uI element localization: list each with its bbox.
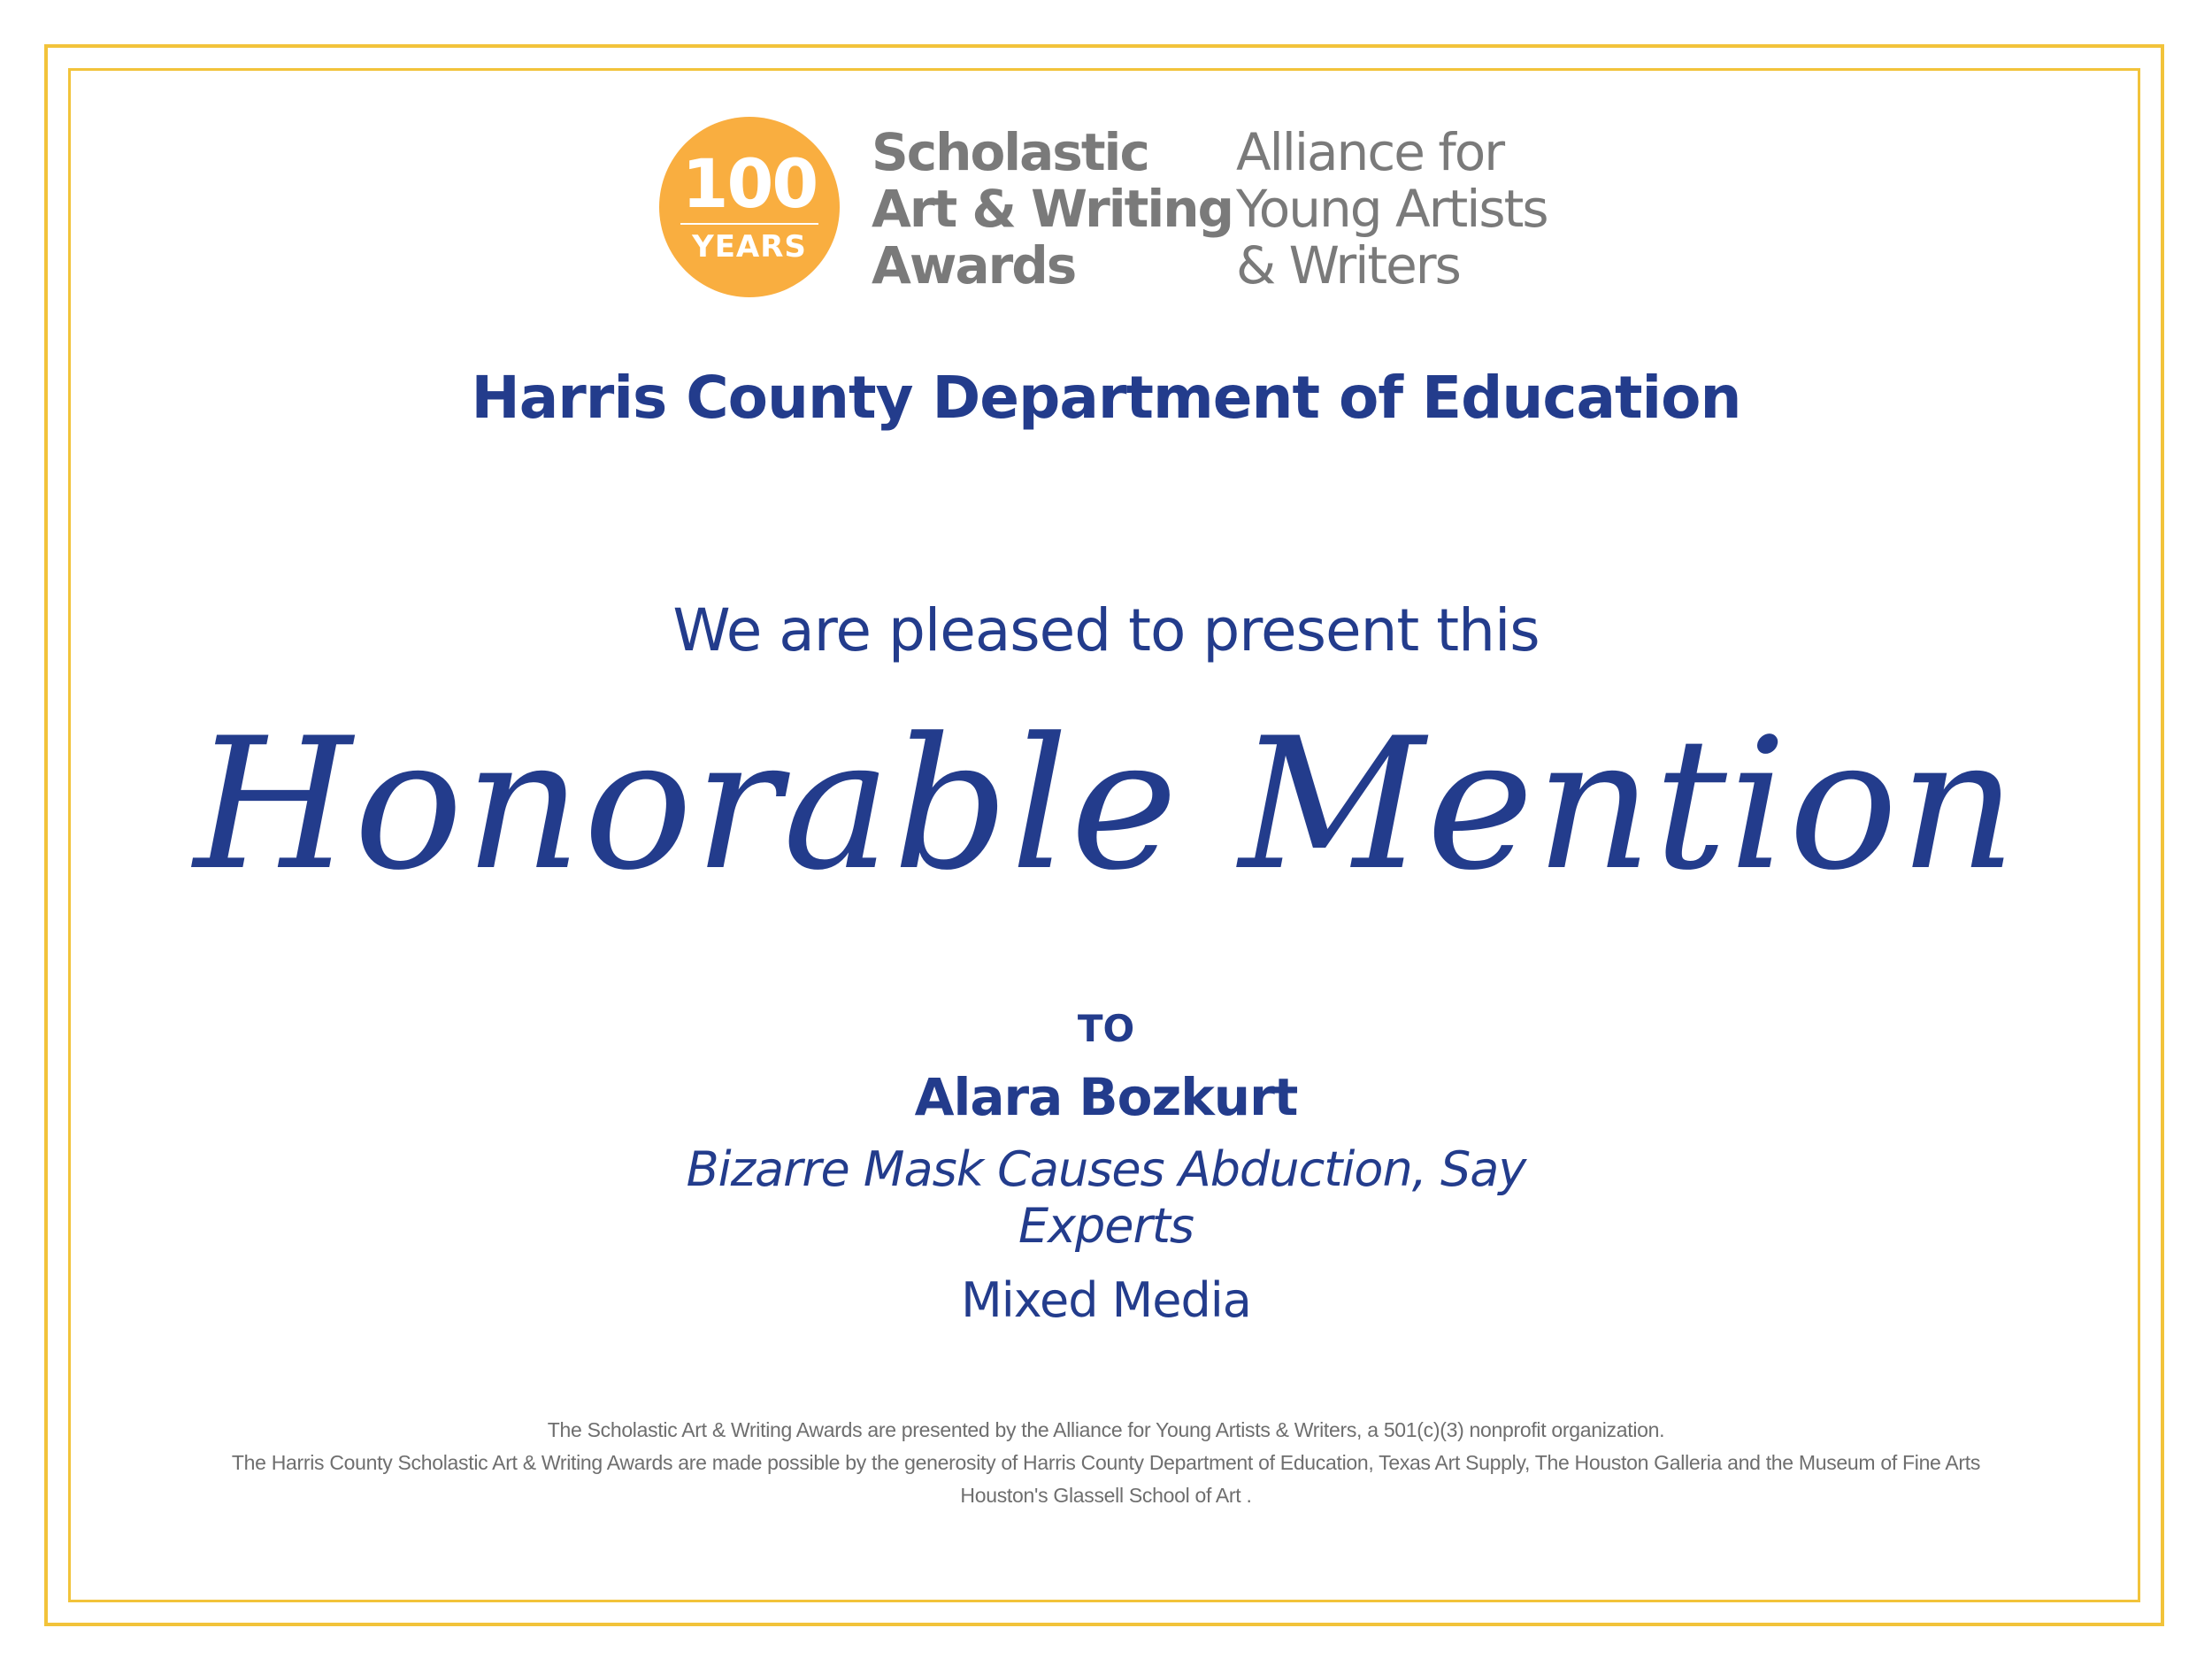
to-label: TO [1077, 1007, 1135, 1050]
badge-label: YEARS [692, 229, 807, 265]
badge-divider [680, 223, 818, 225]
logo [659, 117, 1579, 311]
wordmark-line: & Writers [1236, 235, 1460, 296]
work-category: Mixed Media [961, 1272, 1251, 1328]
award-title: Honorable Mention [194, 700, 2018, 910]
alliance-wordmark [1236, 124, 1548, 294]
wordmark-line: Awards [872, 235, 1076, 296]
scholastic-wordmark [872, 124, 1233, 294]
work-title: Bizarre Mask Causes Abduction, Say Experts [686, 1141, 1526, 1254]
intro-text: We are pleased to present this [672, 596, 1540, 664]
100-years-badge [659, 117, 840, 297]
footer-line: Houston's Glassell School of Art . [960, 1484, 1252, 1507]
wordmark-line: Art & Writing [872, 179, 1233, 239]
badge-number: 100 [681, 144, 818, 223]
footer-line: The Harris County Scholastic Art & Writing Awards are made possible by the generosity of Harris County Department of Education, Texas Art Supply, The Houston Galleria and the Museum of Fine Arts [231, 1451, 1981, 1474]
footer-line: The Scholastic Art & Writing Awards are presented by the Alliance for Young Artists & Writers, a 501(c)(3) nonprofit organization. [547, 1418, 1665, 1441]
footer-text [142, 1414, 2070, 1512]
wordmark-line: Young Artists [1236, 179, 1548, 239]
wordmark-line: Scholastic [872, 122, 1148, 182]
recipient-name: Alara Bozkurt [914, 1067, 1298, 1127]
wordmark-line: Alliance for [1236, 122, 1504, 182]
organization-name: Harris County Department of Education [471, 364, 1741, 432]
